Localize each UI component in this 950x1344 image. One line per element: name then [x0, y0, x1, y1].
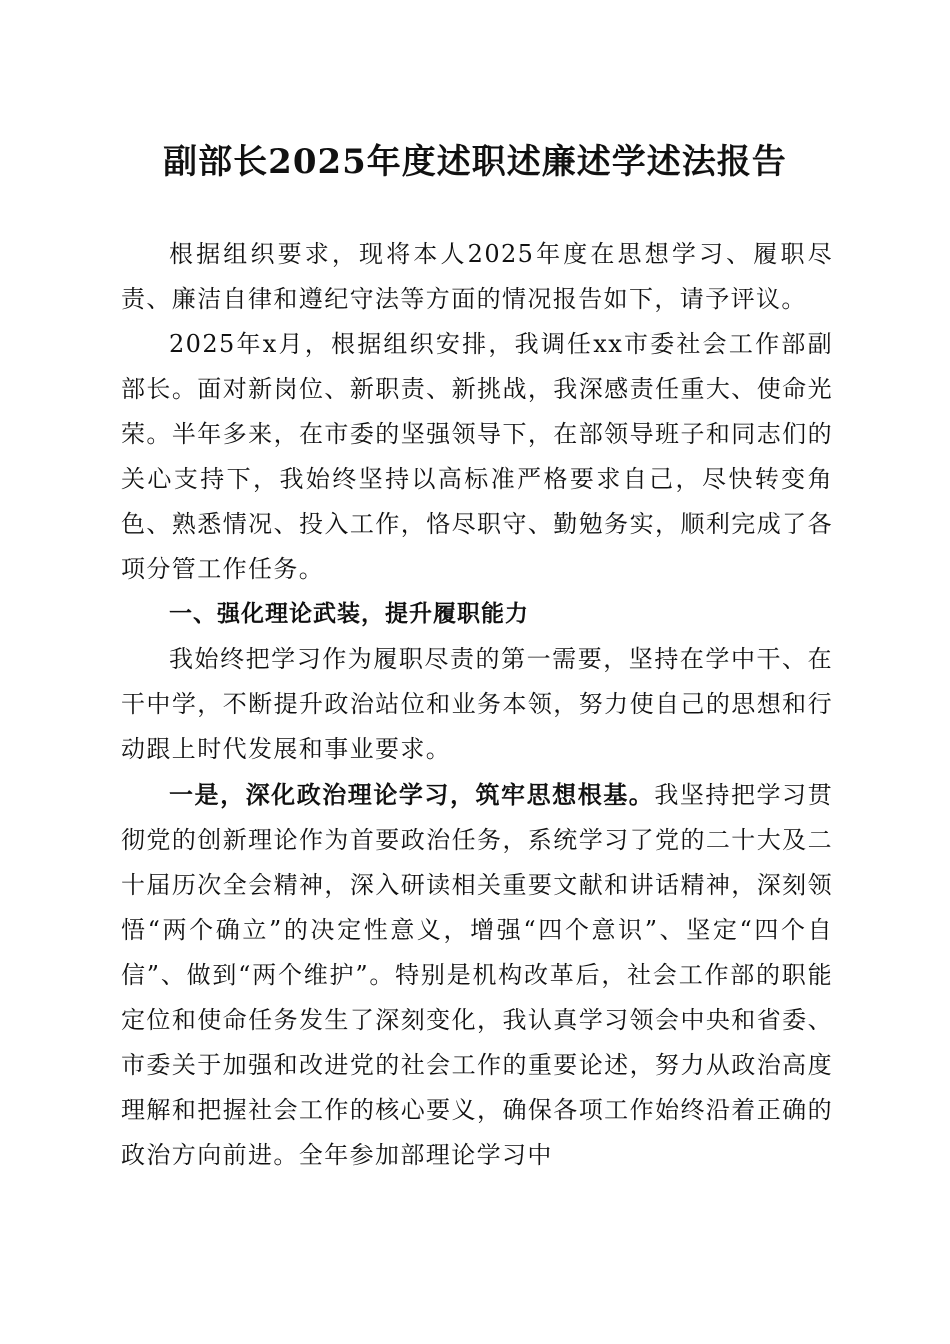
- document-title: 副部长2025年度述职述廉述学述法报告: [163, 142, 787, 182]
- intro-paragraph: 根据组织要求，现将本人2025年度在思想学习、履职尽责、廉洁自律和遵纪守法等方面的情况报告如下，请予评议。: [121, 240, 833, 313]
- document-body: [121, 232, 833, 1178]
- point-lead: 一是，深化政治理论学习，筑牢思想根基。: [169, 780, 655, 809]
- point-paragraph: [121, 772, 833, 1178]
- section-heading: 一、强化理论武装，提升履职能力: [169, 601, 529, 627]
- section-intro-paragraph: 我始终把学习作为履职尽责的第一需要，坚持在学中干、在干中学，不断提升政治站位和业务本领，努力使自己的思想和行动跟上时代发展和事业要求。: [121, 645, 833, 763]
- point-body: 我坚持把学习贯彻党的创新理论作为首要政治任务，系统学习了党的二十大及二十届历次全会精神，深入研读相关重要文献和讲话精神，深刻领悟“两个确立”的决定性意义，增强“四个意识”、坚定“四个自信”、做到“两个维护”。特别是机构改革后，社会工作部的职能定位和使命任务发生了深刻变化，我认真学习领会中央和省委、市委关于加强和改进党的社会工作的重要论述，努力从政治高度理解和把握社会工作的核心要义，确保各项工作始终沿着正确的政治方向前进。全年参加部理论学习中: [121, 781, 833, 1169]
- background-paragraph: 2025年x月，根据组织安排，我调任xx市委社会工作部副部长。面对新岗位、新职责、新挑战，我深感责任重大、使命光荣。半年多来，在市委的坚强领导下，在部领导班子和同志们的关心支持下，我始终坚持以高标准严格要求自己，尽快转变角色、熟悉情况、投入工作，恪尽职守、勤勉务实，顺利完成了各项分管工作任务。: [121, 330, 833, 583]
